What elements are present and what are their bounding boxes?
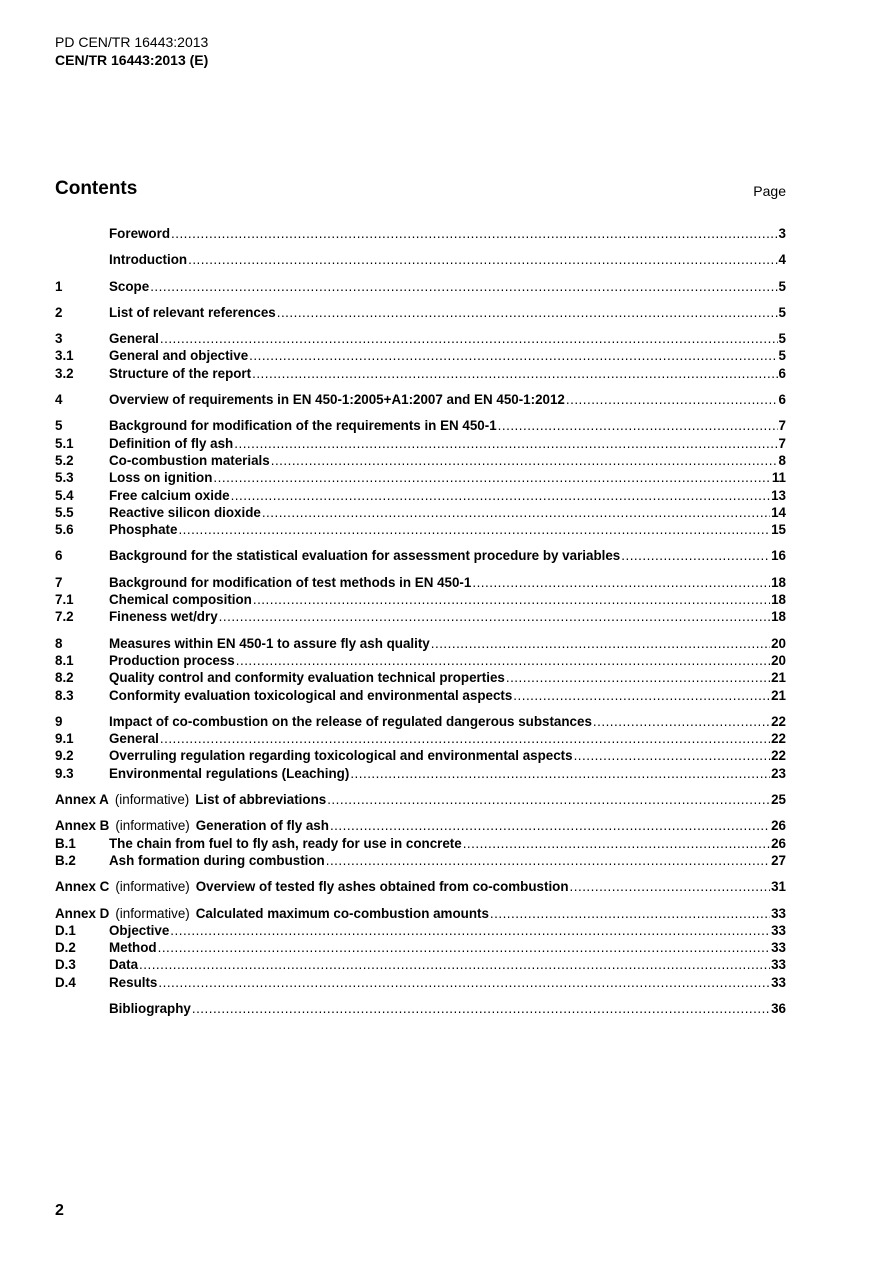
toc-entry[interactable] (55, 713, 786, 730)
toc-entry-title: Bibliography (109, 1000, 191, 1016)
toc-dot-leader (160, 330, 778, 347)
toc-entry-page: 3 (778, 226, 786, 241)
toc-entry-page: 14 (771, 504, 786, 520)
toc-dot-leader (231, 487, 771, 504)
toc-entry-title: Phosphate (109, 522, 178, 538)
toc-entry-title: The chain from fuel to fly ash, ready for use in concrete (109, 835, 462, 851)
table-of-contents (55, 225, 786, 1017)
toc-annex-label (55, 878, 196, 895)
toc-dot-leader (234, 435, 777, 452)
toc-dot-leader (593, 713, 770, 730)
toc-entry[interactable] (55, 791, 786, 808)
toc-entry[interactable] (55, 417, 786, 434)
toc-entry[interactable] (55, 939, 786, 956)
toc-entry[interactable] (55, 469, 786, 486)
toc-dot-leader (160, 730, 770, 747)
toc-entry-title: Overview of requirements in EN 450-1:2005+A1:2007 and EN 450-1:2012 (109, 392, 565, 408)
toc-entry-title: Fineness wet/dry (109, 609, 218, 625)
toc-entry-number: 5.2 (55, 452, 74, 468)
toc-entry-title: Introduction (109, 252, 188, 268)
toc-entry-number: 7.1 (55, 592, 74, 608)
toc-entry[interactable] (55, 878, 786, 895)
toc-entry-title: General (109, 731, 159, 747)
toc-entry-title: Chemical composition (109, 592, 252, 608)
toc-dot-leader (139, 956, 770, 973)
toc-entry-number: 9.2 (55, 748, 74, 764)
toc-dot-leader (249, 347, 777, 364)
toc-entry-page: 21 (771, 670, 786, 686)
toc-entry[interactable] (55, 391, 786, 408)
toc-dot-leader (262, 504, 770, 521)
toc-entry-page: 33 (771, 905, 786, 921)
toc-entry-page: 20 (771, 652, 786, 668)
toc-annex-informative: (informative) (115, 879, 190, 895)
toc-dot-leader (330, 817, 770, 834)
toc-entry[interactable] (55, 225, 786, 242)
page-column-label: Page (753, 183, 786, 199)
toc-entry-title: Calculated maximum co-combustion amounts (195, 905, 489, 921)
toc-dot-leader (574, 747, 771, 764)
toc-dot-leader (219, 608, 770, 625)
toc-entry-number: 4 (55, 392, 63, 408)
toc-entry-title: General (109, 331, 159, 347)
contents-title: Contents (55, 178, 138, 199)
toc-entry-number: 5.4 (55, 487, 74, 503)
toc-dot-leader (463, 835, 770, 852)
toc-entry-number: 3.2 (55, 365, 74, 381)
toc-entry[interactable] (55, 487, 786, 504)
toc-annex-id: Annex D (55, 905, 110, 921)
toc-entry[interactable] (55, 922, 786, 939)
toc-entry-page: 36 (771, 1000, 786, 1016)
toc-entry-title: General and objective (109, 348, 249, 364)
toc-entry-number: 3 (55, 331, 63, 347)
toc-entry-page: 13 (771, 487, 786, 503)
toc-dot-leader (170, 922, 770, 939)
toc-entry-page: 11 (771, 470, 786, 486)
toc-entry-number: 3.1 (55, 348, 74, 364)
toc-entry-title: List of abbreviations (195, 792, 327, 808)
toc-entry-page: 23 (771, 765, 786, 781)
toc-entry[interactable] (55, 687, 786, 704)
toc-entry-number: D.3 (55, 957, 76, 973)
toc-entry-number: D.1 (55, 922, 76, 938)
toc-entry-number: 5 (55, 418, 63, 434)
toc-entry[interactable] (55, 608, 786, 625)
toc-dot-leader (621, 547, 770, 564)
toc-entry-title: Background for modification of test methods in EN 450-1 (109, 574, 472, 590)
toc-entry-title: Foreword (109, 226, 171, 241)
toc-entry-number: 8.3 (55, 687, 74, 703)
toc-entry-page: 33 (771, 940, 786, 956)
toc-entry-page: 22 (771, 713, 786, 729)
toc-entry-title: Measures within EN 450-1 to assure fly ash quality (109, 635, 430, 651)
toc-entry-page: 8 (778, 452, 786, 468)
toc-entry-title: Definition of fly ash (109, 435, 234, 451)
toc-entry-title: Ash formation during combustion (109, 852, 325, 868)
toc-entry[interactable] (55, 1000, 786, 1017)
toc-entry-page: 6 (778, 365, 786, 381)
toc-dot-leader (192, 1000, 770, 1017)
toc-entry-number: 7 (55, 574, 63, 590)
toc-entry-title: Co-combustion materials (109, 452, 270, 468)
header-document-id-english: CEN/TR 16443:2013 (E) (55, 52, 209, 68)
toc-entry[interactable] (55, 504, 786, 521)
toc-entry-page: 20 (771, 635, 786, 651)
toc-entry-page: 26 (771, 818, 786, 834)
toc-entry[interactable] (55, 669, 786, 686)
toc-entry-page: 7 (778, 418, 786, 434)
toc-entry[interactable] (55, 817, 786, 834)
toc-dot-leader (188, 251, 777, 268)
toc-entry-title: Conformity evaluation toxicological and environmental aspects (109, 687, 513, 703)
toc-entry-page: 22 (771, 731, 786, 747)
toc-entry-number: 7.2 (55, 609, 74, 625)
header-document-id: PD CEN/TR 16443:2013 (55, 34, 209, 50)
toc-entry-page: 33 (771, 922, 786, 938)
toc-entry-number: B.1 (55, 835, 76, 851)
toc-dot-leader (171, 225, 778, 242)
toc-entry[interactable] (55, 635, 786, 652)
toc-entry-number: 9.3 (55, 765, 74, 781)
toc-entry-title: Objective (109, 922, 170, 938)
toc-entry[interactable] (55, 452, 786, 469)
toc-entry-page: 5 (778, 278, 786, 294)
toc-entry-page: 21 (771, 687, 786, 703)
toc-entry[interactable] (55, 835, 786, 852)
toc-entry[interactable] (55, 974, 786, 991)
toc-entry-page: 18 (771, 592, 786, 608)
toc-entry-page: 5 (778, 348, 786, 364)
toc-entry-number: 2 (55, 304, 63, 320)
toc-entry-number: D.4 (55, 974, 76, 990)
toc-entry-number: 6 (55, 548, 63, 564)
toc-entry-title: Background for modification of the requirements in EN 450-1 (109, 418, 497, 434)
toc-dot-leader (178, 521, 770, 538)
toc-entry-page: 31 (771, 879, 786, 895)
toc-annex-label (55, 817, 196, 834)
toc-annex-label (55, 905, 196, 922)
toc-entry-title: Method (109, 940, 157, 956)
toc-entry-page: 18 (771, 574, 786, 590)
toc-entry-page: 4 (778, 252, 786, 268)
toc-entry[interactable] (55, 347, 786, 364)
toc-entry-page: 6 (778, 392, 786, 408)
toc-annex-informative: (informative) (114, 792, 190, 808)
toc-entry[interactable] (55, 521, 786, 538)
toc-dot-leader (213, 469, 770, 486)
toc-entry[interactable] (55, 435, 786, 452)
toc-entry[interactable] (55, 574, 786, 591)
toc-dot-leader (327, 791, 770, 808)
toc-entry[interactable] (55, 905, 786, 922)
toc-entry-page: 25 (771, 792, 786, 808)
toc-entry-title: Scope (109, 278, 150, 294)
toc-entry-page: 33 (771, 974, 786, 990)
toc-dot-leader (566, 391, 778, 408)
toc-entry-number: 5.3 (55, 470, 74, 486)
toc-annex-id: Annex A (55, 792, 109, 808)
toc-dot-leader (253, 591, 770, 608)
toc-entry[interactable] (55, 852, 786, 869)
toc-entry-page: 27 (771, 852, 786, 868)
toc-entry-title: Overruling regulation regarding toxicological and environmental aspects (109, 748, 573, 764)
toc-entry-page: 18 (771, 609, 786, 625)
toc-dot-leader (431, 635, 770, 652)
toc-entry-number: 5.1 (55, 435, 74, 451)
toc-entry-title: Production process (109, 652, 235, 668)
toc-dot-leader (150, 278, 777, 295)
toc-entry-number: 9 (55, 713, 63, 729)
toc-dot-leader (498, 417, 778, 434)
toc-entry[interactable] (55, 765, 786, 782)
toc-dot-leader (252, 365, 777, 382)
toc-entry-title: Overview of tested fly ashes obtained from co-combustion (195, 879, 569, 895)
toc-entry-title: List of relevant references (109, 304, 276, 320)
toc-annex-id: Annex B (55, 818, 110, 834)
toc-entry-title: Quality control and conformity evaluation technical properties (109, 670, 505, 686)
toc-entry-number: 8 (55, 635, 63, 651)
toc-entry-page: 7 (778, 435, 786, 451)
toc-entry-page: 15 (771, 522, 786, 538)
toc-entry[interactable] (55, 956, 786, 973)
toc-entry[interactable] (55, 304, 786, 321)
toc-entry-title: Background for the statistical evaluation for assessment procedure by variables (109, 548, 621, 564)
toc-entry-title: Environmental regulations (Leaching) (109, 765, 350, 781)
toc-dot-leader (513, 687, 770, 704)
toc-dot-leader (277, 304, 778, 321)
toc-entry-number: 9.1 (55, 731, 74, 747)
toc-dot-leader (570, 878, 771, 895)
toc-annex-id: Annex C (55, 879, 110, 895)
toc-dot-leader (158, 939, 770, 956)
toc-entry-title: Reactive silicon dioxide (109, 504, 261, 520)
toc-entry-title: Data (109, 957, 139, 973)
toc-annex-informative: (informative) (115, 905, 190, 921)
toc-entry[interactable] (55, 652, 786, 669)
toc-dot-leader (236, 652, 770, 669)
toc-dot-leader (326, 852, 770, 869)
toc-annex-informative: (informative) (115, 818, 190, 834)
toc-dot-leader (472, 574, 770, 591)
footer-page-number: 2 (55, 1202, 64, 1219)
toc-dot-leader (350, 765, 770, 782)
toc-entry-title: Impact of co-combustion on the release of regulated dangerous substances (109, 713, 592, 729)
toc-entry[interactable] (55, 591, 786, 608)
toc-entry[interactable] (55, 547, 786, 564)
toc-entry-number: 5.6 (55, 522, 74, 538)
toc-entry-page: 5 (778, 304, 786, 320)
toc-entry-number: 5.5 (55, 504, 74, 520)
toc-entry-page: 16 (771, 548, 786, 564)
toc-entry-title: Free calcium oxide (109, 487, 230, 503)
toc-entry[interactable] (55, 365, 786, 382)
toc-entry-number: 8.1 (55, 652, 74, 668)
toc-entry-number: D.2 (55, 940, 76, 956)
toc-entry[interactable] (55, 251, 786, 268)
toc-entry-page: 33 (771, 957, 786, 973)
toc-entry-page: 5 (778, 331, 786, 347)
toc-dot-leader (158, 974, 770, 991)
toc-entry-number: B.2 (55, 852, 76, 868)
toc-dot-leader (271, 452, 778, 469)
toc-entry-title: Loss on ignition (109, 470, 213, 486)
toc-entry[interactable] (55, 330, 786, 347)
toc-entry[interactable] (55, 278, 786, 295)
toc-dot-leader (506, 669, 770, 686)
toc-entry-number: 8.2 (55, 670, 74, 686)
toc-entry-page: 26 (771, 835, 786, 851)
toc-entry-title: Generation of fly ash (195, 818, 329, 834)
toc-entry-title: Structure of the report (109, 365, 252, 381)
toc-annex-label (55, 791, 195, 808)
toc-entry-title: Results (109, 974, 158, 990)
toc-entry-number: 1 (55, 278, 63, 294)
toc-entry[interactable] (55, 730, 786, 747)
toc-dot-leader (490, 905, 770, 922)
toc-entry[interactable] (55, 747, 786, 764)
toc-entry-page: 22 (771, 748, 786, 764)
